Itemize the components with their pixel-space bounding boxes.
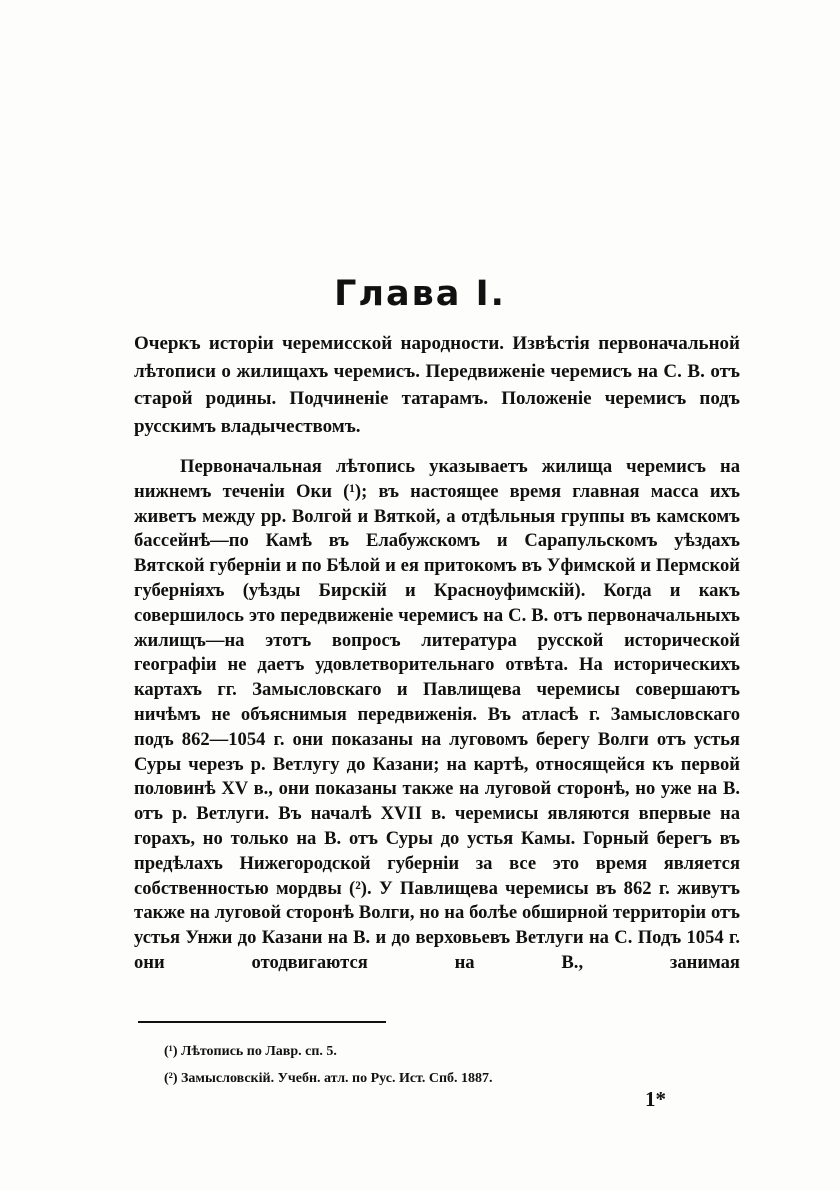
chapter-summary: Очеркъ исторіи черемисской народности. Извѣстія первоначальной лѣтописи о жилищахъ черемисъ. Передвиженіе черемисъ на С. В. отъ старой родины. Подчиненіе татарамъ. Положеніе черемисъ подъ русскимъ владычествомъ.: [134, 333, 740, 437]
footnote-marker: (²): [164, 1071, 178, 1086]
footnote-marker: (¹): [164, 1044, 178, 1059]
body-paragraph: Первоначальная лѣтопись указываетъ жилища черемисъ на нижнемъ теченіи Оки (¹); въ настоящее время главная масса ихъ живетъ между рр. Волгой и Вяткой, а отдѣльныя группы въ камскомъ бассейнѣ—по Камѣ въ Елабужскомъ и Сарапульскомъ уѣздахъ Вятской губерніи и по Бѣлой и ея притокомъ въ Уфимской и Пермской губерніяхъ (уѣзды Бирскій и Красноуфимскій). Когда и какъ совершилось это передвиженіе черемисъ на С. В. отъ первоначальныхъ жилищъ—на этотъ вопросъ литература русской исторической географіи не даетъ удовлетворительнаго отвѣта. На историческихъ картахъ гг. Замысловскаго и Павлищева черемисы совершаютъ ничѣмъ не объяснимыя передвиженія. Въ атласѣ г. Замысловскаго подъ 862—1054 г. они показаны на луговомъ берегу Волги отъ устья Суры черезъ р. Ветлугу до Казани; на картѣ, относящейся къ первой половинѣ XV в., они показаны также на луговой сторонѣ, но уже на В. отъ р. Ветлуги. Въ началѣ XVII в. черемисы являются впервые на горахъ, но только на В. отъ Суры до устья Камы. Горный берегъ въ предѣлахъ Нижегородской губерніи за все это время является собственностью мордвы (²). У Павлищева черемисы въ 862 г. живутъ также на луговой сторонѣ Волги, но на болѣе обширной территоріи отъ устья Унжи до Казани на В. и до верховьевъ Ветлуги на С. Подъ 1054 г. они отодвигаются на В., занимая: [134, 456, 740, 973]
footnote-1: [164, 1038, 493, 1065]
chapter-title: Глава I.: [334, 274, 506, 314]
printer-signature-mark: 1*: [645, 1087, 666, 1111]
footnote-text: Лѣтопись по Лавр. сп. 5.: [181, 1044, 337, 1059]
footnotes-list: [164, 1038, 493, 1092]
footnote-divider: [138, 1021, 386, 1023]
footnote-text: Замысловскій. Учебн. атл. по Рус. Ист. Спб. 1887.: [181, 1071, 493, 1086]
footnote-2: [164, 1065, 493, 1092]
